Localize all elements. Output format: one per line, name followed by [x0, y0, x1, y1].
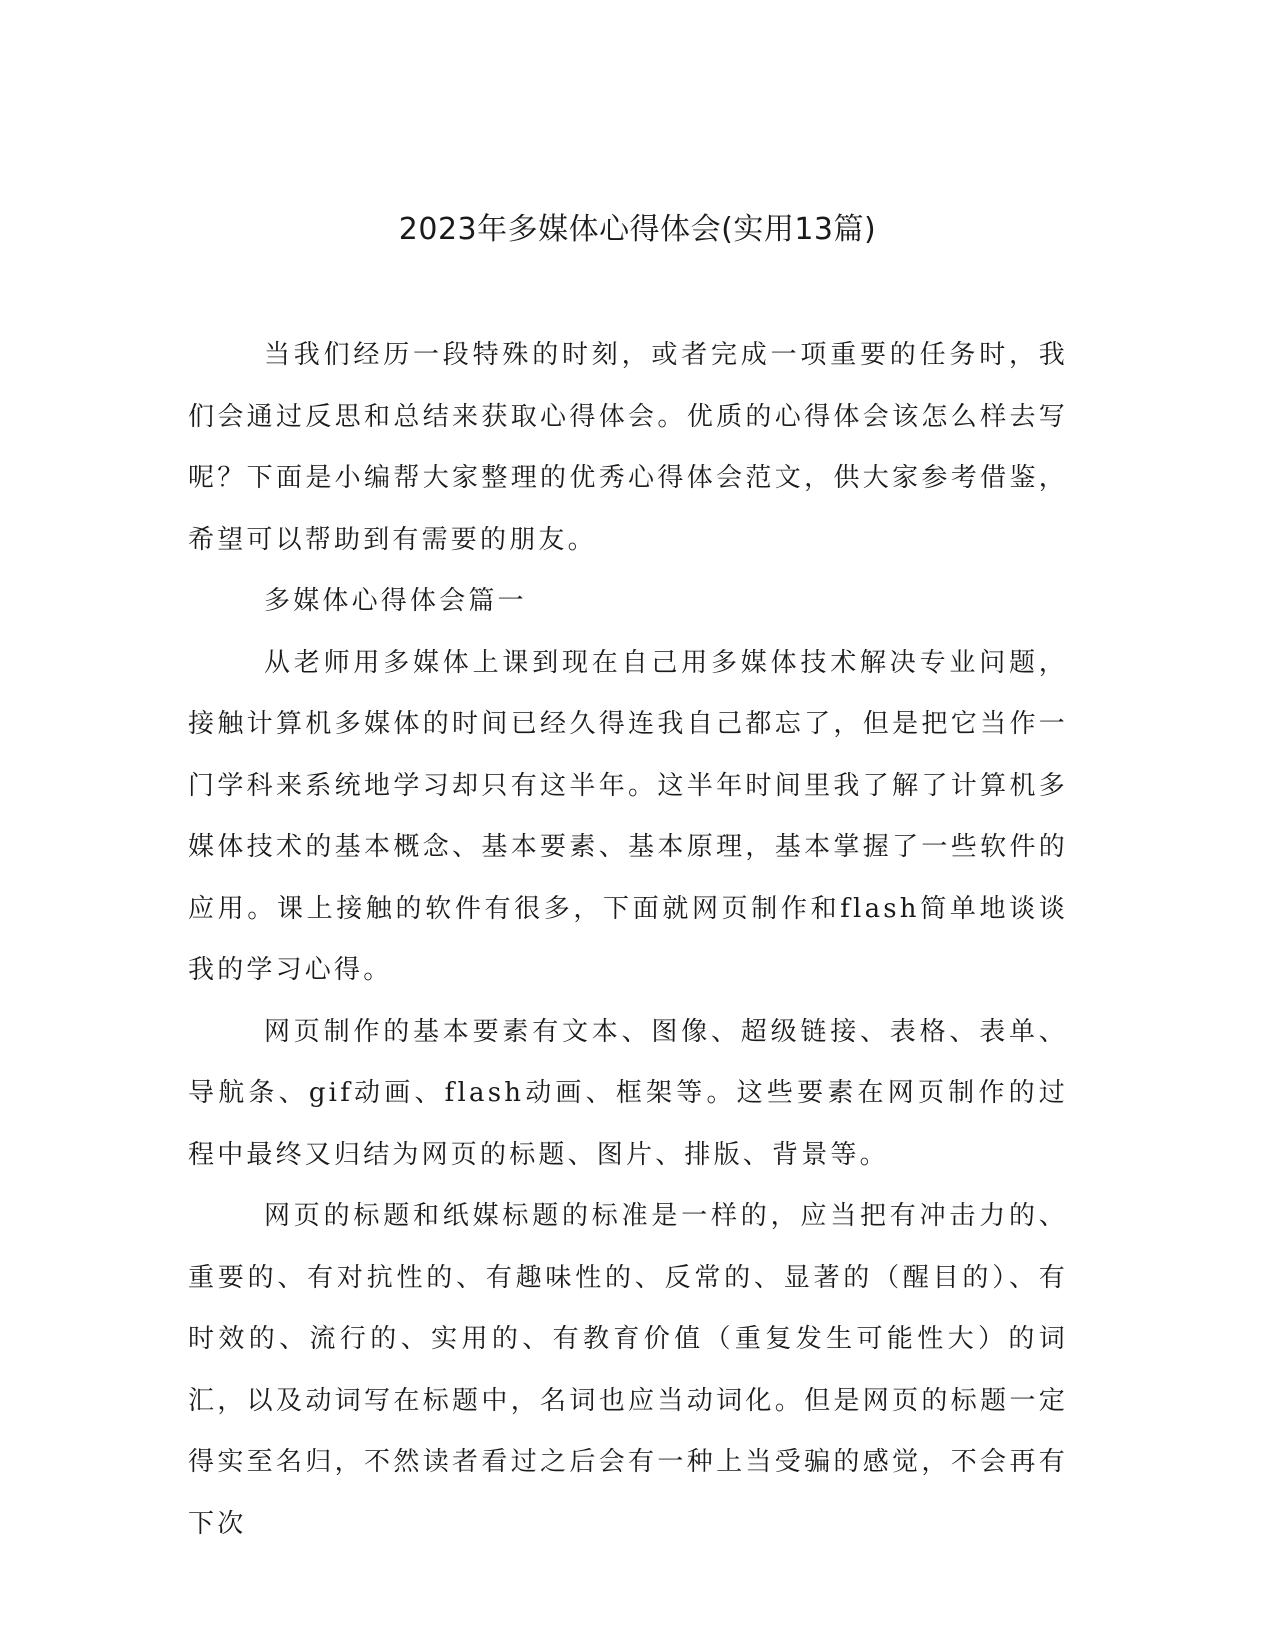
- intro-paragraph: 当我们经历一段特殊的时刻，或者完成一项重要的任务时，我们会通过反思和总结来获取心得体会。优质的心得体会该怎么样去写呢？下面是小编帮大家整理的优秀心得体会范文，供大家参考借鉴，希望可以帮助到有需要的朋友。: [188, 340, 1068, 555]
- document-title: 2023年多媒体心得体会(实用13篇): [398, 212, 877, 247]
- body-paragraph: 网页制作的基本要素有文本、图像、超级链接、表格、表单、导航条、gif动画、flash动画、框架等。这些要素在网页制作的过程中最终又归结为网页的标题、图片、排版、背景等。: [188, 1016, 1068, 1170]
- body-paragraph: 从老师用多媒体上课到现在自己用多媒体技术解决专业问题，接触计算机多媒体的时间已经久得连我自己都忘了，但是把它当作一门学科来系统地学习却只有这半年。这半年时间里我了解了计算机多媒体技术的基本概念、基本要素、基本原理，基本掌握了一些软件的应用。课上接触的软件有很多，下面就网页制作和flash简单地谈谈我的学习心得。: [188, 647, 1068, 985]
- body-paragraph: 网页的标题和纸媒标题的标准是一样的，应当把有冲击力的、重要的、有对抗性的、有趣味性的、反常的、显著的（醒目的）、有时效的、流行的、实用的、有教育价值（重复发生可能性大）的词汇，以及动词写在标题中，名词也应当动词化。但是网页的标题一定得实至名归，不然读者看过之后会有一种上当受骗的感觉，不会再有下次: [188, 1201, 1068, 1539]
- document-body: [188, 325, 1068, 1555]
- section-heading: 多媒体心得体会篇一: [264, 586, 527, 616]
